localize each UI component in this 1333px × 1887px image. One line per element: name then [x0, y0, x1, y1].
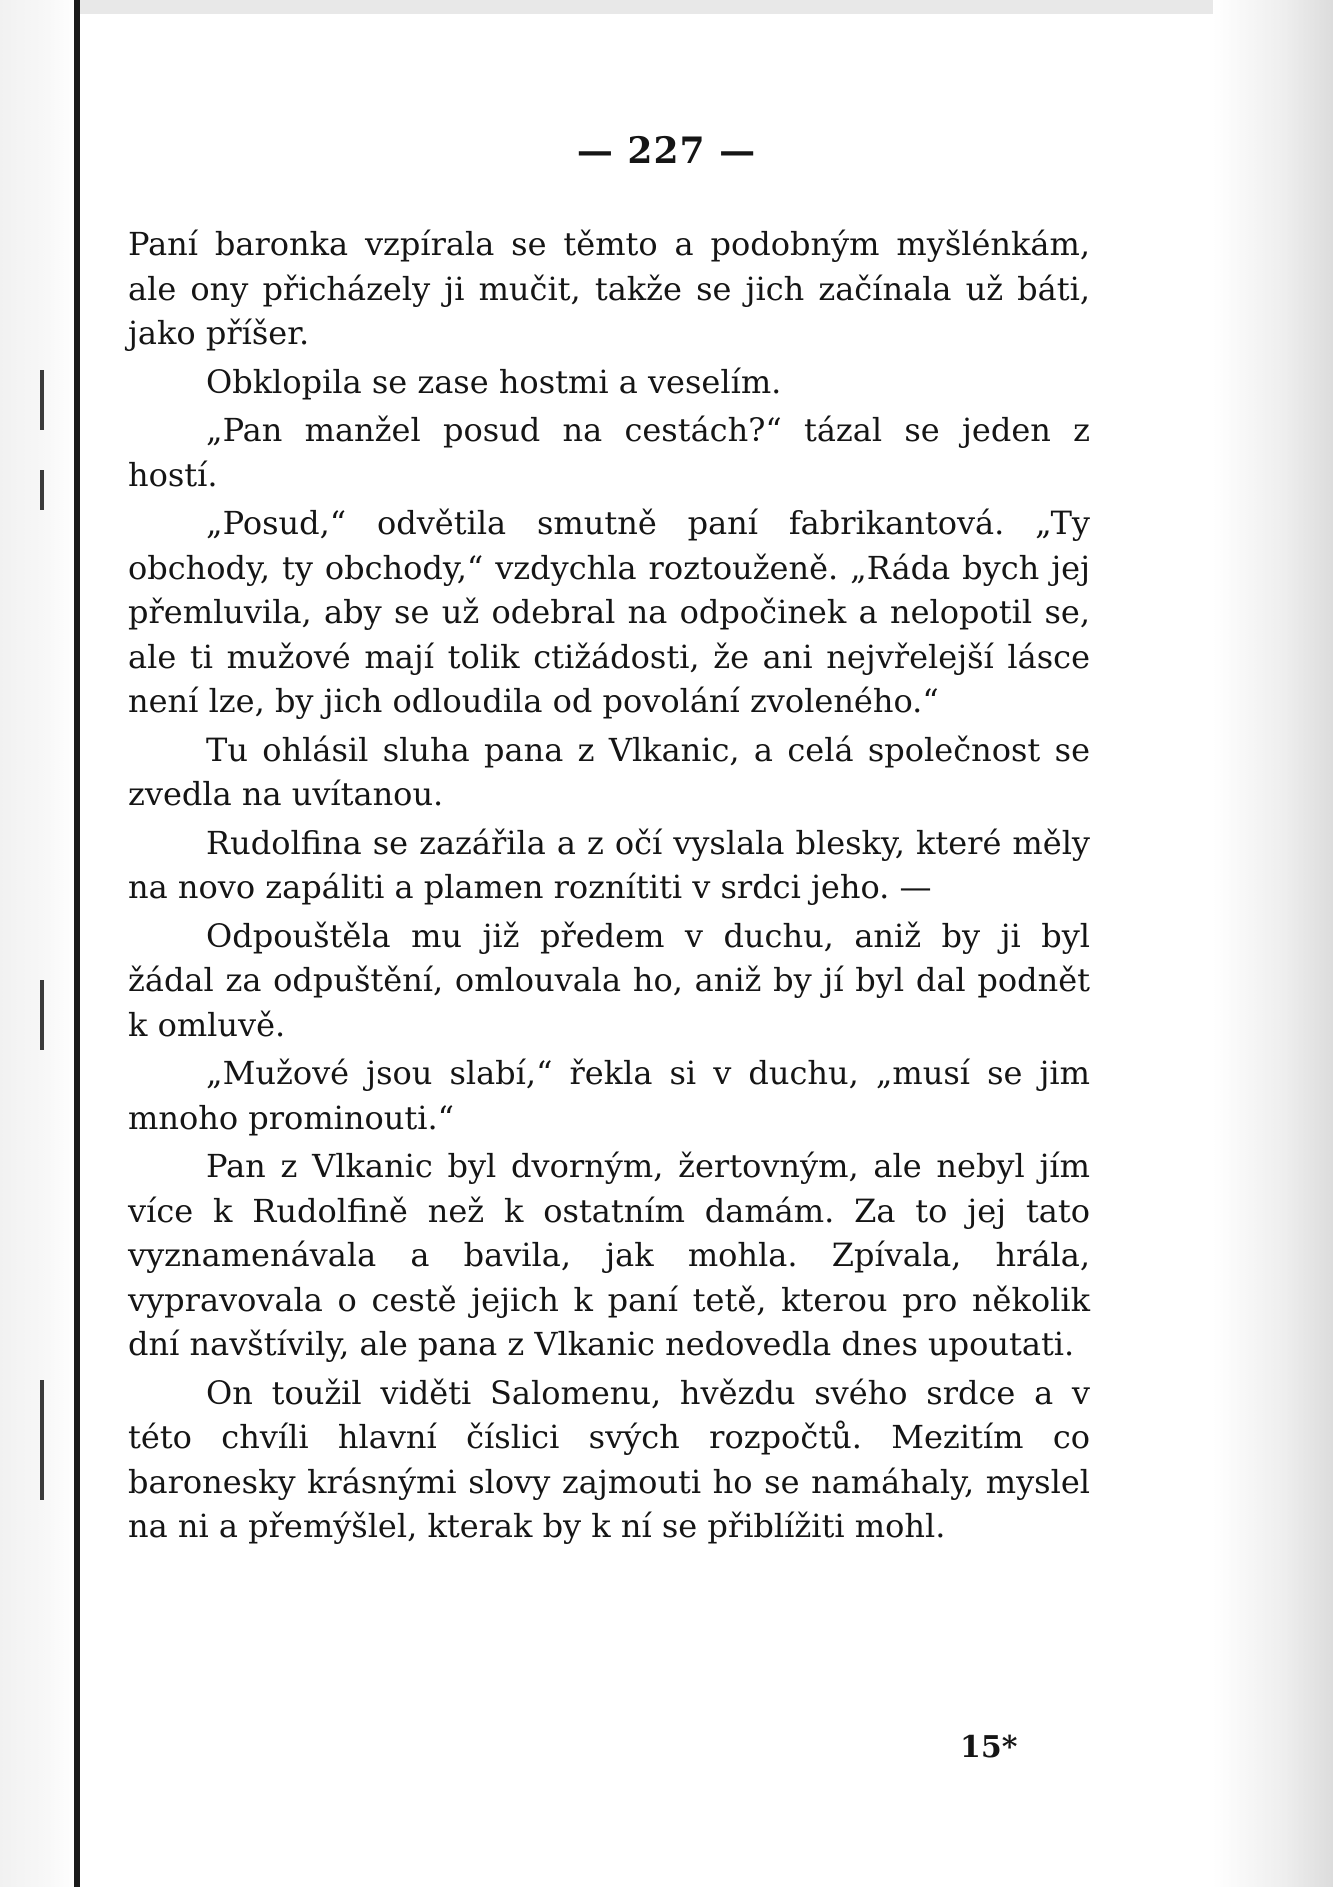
margin-mark — [40, 980, 44, 1050]
paragraph: Rudolfina se zazářila a z očí vyslala blesky, které měly na novo zapáliti a plamen roznítiti v srdci jeho. — — [128, 823, 1090, 906]
paragraph: On toužil viděti Salomenu, hvězdu svého srdce a v této chvíli hlavní číslici svých rozpočtů. Mezitím co baronesky krásnými slovy zajmouti ho se namáhaly, myslel na ni a přemýšlel, kterak by k ní se přiblížiti mohl. — [128, 1373, 1090, 1545]
paragraph: „Pan manžel posud na cestách?“ tázal se jeden z hostí. — [128, 411, 1090, 494]
scan-top-edge — [0, 0, 1333, 14]
page-number: — 227 — — [576, 130, 757, 172]
scan-right-edge — [1213, 0, 1333, 1887]
paragraph: Odpouštěla mu již předem v duchu, aniž by ji byl žádal za odpuštění, omlouvala ho, aniž by jí byl dal podnět k omluvě. — [128, 916, 1090, 1044]
body-text — [128, 222, 1090, 1553]
paragraph: Pan z Vlkanic byl dvorným, žertovným, ale nebyl jím více k Rudolfině než k ostatním damám. Za to jej tato vyznamenávala a bavila, jak mohla. Zpívala, hrála, vypravovala o cestě jejich k paní tetě, kterou pro několik dní navštívily, ale pana z Vlkanic nedovedla dnes upoutati. — [128, 1147, 1090, 1363]
paragraph: „Posud,“ odvětila smutně paní fabrikantová. „Ty obchody, ty obchody,“ vzdychla roztouženě. „Ráda bych jej přemluvila, aby se už odebral na odpočinek a nelopotil se, ale ti mužové mají tolik ctižádosti, že ani nejvřelejší lásce není lze, by jich odloudila od povolání zvoleného.“ — [128, 504, 1090, 720]
margin-mark — [40, 370, 44, 430]
paragraph: Obklopila se zase hostmi a veselím. — [206, 362, 782, 401]
paragraph: „Mužové jsou slabí,“ řekla si v duchu, „musí se jim mnoho prominouti.“ — [128, 1054, 1090, 1137]
scan-left-gutter — [0, 0, 80, 1887]
signature-mark: 15* — [960, 1730, 1018, 1765]
binding-edge-line — [74, 0, 80, 1887]
paragraph: Paní baronka vzpírala se těmto a podobným myšlénkám, ale ony přicházely ji mučit, takže se jich začínala už báti, jako příšer. — [128, 225, 1090, 352]
margin-mark — [40, 1380, 44, 1500]
paragraph: Tu ohlásil sluha pana z Vlkanic, a celá společnost se zvedla na uvítanou. — [128, 730, 1090, 813]
margin-mark — [40, 470, 44, 510]
